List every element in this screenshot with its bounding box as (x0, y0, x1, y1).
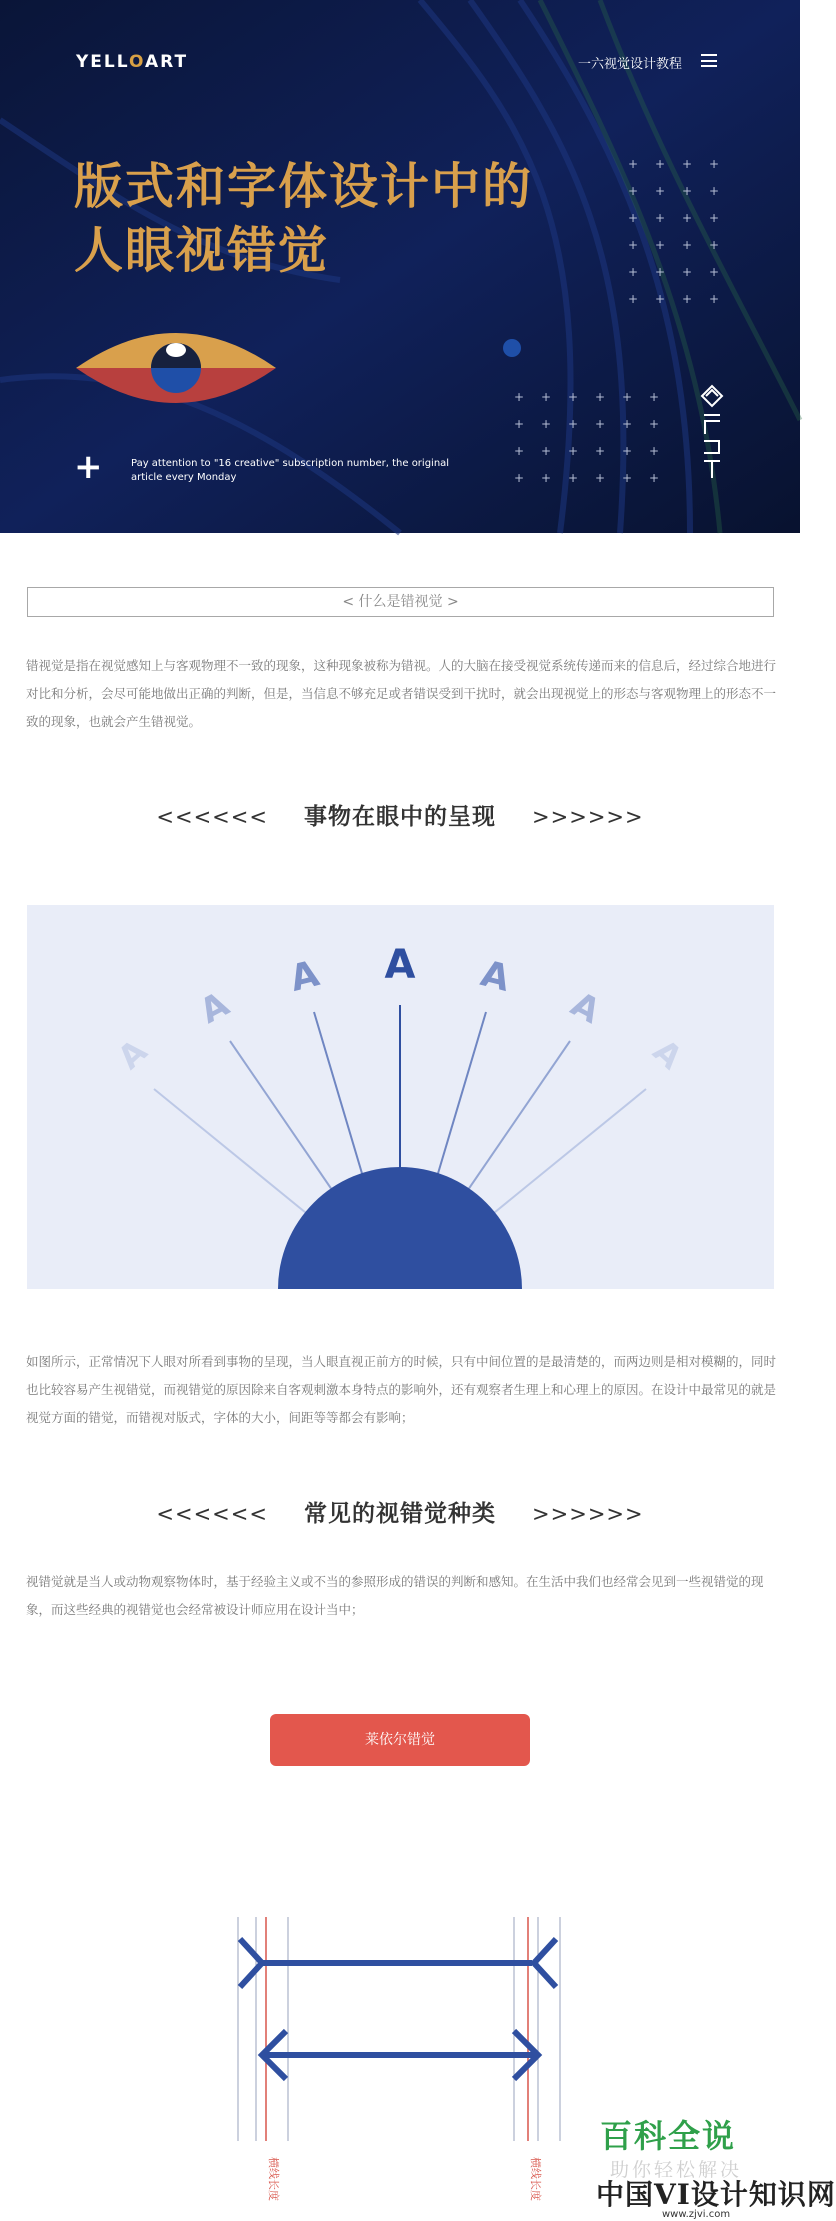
vision-diagram-panel (27, 905, 774, 1289)
ray-l2 (230, 1041, 341, 1203)
svg-text:+: + (595, 444, 606, 458)
svg-text:+: + (709, 157, 720, 171)
intro-paragraph: 错视觉是指在视觉感知上与客观物理不一致的现象，这种现象被称为错视。人的大脑在接受视觉系统传递而来的信息后，经过综合地进行对比和分析，会尽可能地做出正确的判断，但是，当信息不够充足或者错误受到干扰时，就会出现视觉上的形态与客观物理上的形态不一致的现象，也就会产生错视觉。 (26, 658, 777, 729)
svg-text:+: + (622, 417, 633, 431)
svg-text:+: + (682, 184, 693, 198)
watermark (596, 2111, 836, 2221)
letter-center: A (384, 942, 416, 988)
svg-text:+: + (655, 265, 666, 279)
letter-r1: A (476, 953, 514, 1000)
svg-text:+: + (595, 390, 606, 404)
letter-l3: A (110, 1031, 155, 1077)
svg-text:+: + (682, 265, 693, 279)
paragraph-2: 如图所示，正常情况下人眼对所看到事物的呈现，当人眼直视正前方的时候，只有中间位置的是最清楚的，而两边则是相对模糊的，同时也比较容易产生视错觉，而视错觉的原因除来自客观刺激本身特点的影响外，还有观察者生理上和心理上的原因。在设计中最常见的就是视觉方面的错觉，而错视对版式，字体的大小，间距等等都会有影响； (26, 1354, 777, 1425)
hero-banner (0, 0, 800, 533)
svg-text:+: + (709, 211, 720, 225)
svg-text:+: + (622, 444, 633, 458)
vision-diagram (27, 905, 774, 1289)
ray-r1 (431, 1012, 486, 1197)
ray-l1 (314, 1012, 369, 1197)
muller-lyer-illusion (220, 1905, 580, 2221)
svg-text:+: + (568, 417, 579, 431)
svg-text:+: + (541, 444, 552, 458)
svg-text:+: + (682, 211, 693, 225)
nav-title[interactable]: 一六视觉设计教程 (577, 57, 682, 72)
section-heading-2: <<<<<< 常见的视错觉种类 >>>>>> (156, 1501, 644, 1527)
ray-l3 (154, 1089, 311, 1217)
svg-text:+: + (655, 157, 666, 171)
letter-r2: A (564, 984, 607, 1032)
svg-text:+: + (649, 444, 660, 458)
letter-l1: A (286, 953, 324, 1000)
svg-text:+: + (709, 238, 720, 252)
svg-text:+: + (514, 444, 525, 458)
watermark-site-name: 中国VI设计知识网 (596, 2178, 836, 2211)
svg-text:+: + (682, 157, 693, 171)
svg-text:+: + (622, 471, 633, 485)
svg-text:+: + (568, 390, 579, 404)
side-logo-icon (700, 384, 724, 480)
svg-text:+: + (649, 417, 660, 431)
svg-text:+: + (628, 211, 639, 225)
logo[interactable]: YELLOART (76, 52, 189, 72)
paragraph-3: 视错觉就是当人或动物观察物体时，基于经验主义或不当的参照形成的错误的判断和感知。在生活中我们也经常会见到一些视错觉的现象，而这些经典的视错觉也会经常被设计师应用在设计当中； (26, 1574, 764, 1617)
subscribe-text: Pay attention to "16 creative" subscription number, the original article every Monday (131, 458, 450, 483)
svg-text:+: + (649, 471, 660, 485)
watermark-title: 百科全说 (600, 2117, 737, 2155)
svg-text:+: + (655, 238, 666, 252)
svg-text:+: + (595, 471, 606, 485)
svg-text:+: + (568, 471, 579, 485)
svg-text:+: + (655, 184, 666, 198)
watermark-url: www.zjvi.com (662, 2209, 731, 2220)
label-left: 横线长度 (267, 2157, 280, 2201)
svg-text:+: + (541, 471, 552, 485)
svg-text:+: + (541, 417, 552, 431)
svg-text:+: + (622, 390, 633, 404)
section-heading-1: <<<<<< 事物在眼中的呈现 >>>>>> (156, 804, 644, 830)
ray-r2 (459, 1041, 570, 1203)
svg-text:+: + (568, 444, 579, 458)
label-right: 横线长度 (529, 2157, 542, 2201)
svg-text:+: + (649, 390, 660, 404)
svg-text:+: + (541, 390, 552, 404)
svg-text:+: + (628, 265, 639, 279)
svg-text:+: + (514, 471, 525, 485)
svg-text:+: + (682, 292, 693, 306)
svg-text:+: + (628, 292, 639, 306)
svg-text:+: + (709, 265, 720, 279)
letter-r3: A (645, 1031, 690, 1077)
svg-text:+: + (628, 184, 639, 198)
svg-text:+: + (655, 292, 666, 306)
ray-r3 (489, 1089, 646, 1217)
section-label-box: < 什么是错视觉 > (27, 587, 774, 617)
muller-lyer-button[interactable]: 莱依尔错觉 (270, 1714, 530, 1766)
letter-l2: A (193, 984, 236, 1032)
svg-text:+: + (595, 417, 606, 431)
svg-text:+: + (709, 292, 720, 306)
svg-text:+: + (682, 238, 693, 252)
svg-text:+: + (709, 184, 720, 198)
svg-text:+: + (628, 238, 639, 252)
svg-text:+: + (514, 417, 525, 431)
blue-dot (503, 339, 521, 357)
svg-text:+: + (514, 390, 525, 404)
svg-text:+: + (628, 157, 639, 171)
watermark-subtitle: 助你轻松解决 (610, 2159, 743, 2181)
svg-text:+: + (655, 211, 666, 225)
plus-icon: + (74, 447, 103, 487)
menu-icon[interactable] (701, 54, 717, 67)
hero-title: 版式和字体设计中的 人眼视错觉 (74, 158, 534, 279)
eye-semicircle (278, 1167, 522, 1289)
